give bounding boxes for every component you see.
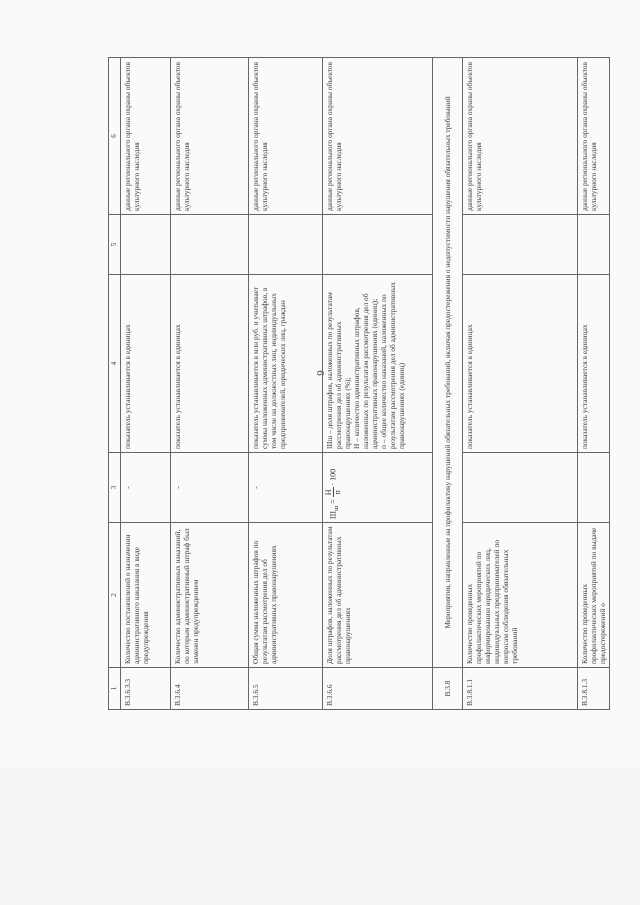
row-method: показатель устанавливается в единицах xyxy=(578,275,610,453)
row-code: В.3.8.1.1 xyxy=(463,668,578,710)
section-title: Мероприятия, направленные на профилактику нарушений обязательных требований, включая предостережения о недопустимости нарушения обязательных требований xyxy=(433,58,463,668)
row-source: данные регионального органа охраны объектов культурного наследия xyxy=(323,58,433,215)
row-method: показатель устанавливается в единицах xyxy=(171,275,249,453)
header-row xyxy=(109,58,121,710)
table-row xyxy=(578,58,610,710)
header-col-3: 3 xyxy=(109,453,121,523)
row-formula: $Ш_ш$ = Н п · 100 xyxy=(323,453,433,523)
table-row xyxy=(171,58,249,710)
row-source: данные регионального органа охраны объектов культурного наследия xyxy=(171,58,249,215)
section-code: В.3.8 xyxy=(433,668,463,710)
header-col-6: 6 xyxy=(109,58,121,215)
row-col5 xyxy=(578,215,610,275)
row-formula: - xyxy=(121,453,171,523)
rotated-table-area xyxy=(108,58,608,710)
formula-denominator: п xyxy=(333,490,342,495)
formula-multiplier: · 100 xyxy=(328,468,338,486)
formula-sub: ш xyxy=(332,505,340,511)
row-method: показатель устанавливается в единицах xyxy=(463,275,578,453)
row-col5 xyxy=(463,215,578,275)
row-name: Количество проведенных профилактических мероприятий по выдаче предостережений о xyxy=(578,523,610,668)
row-code: В.3.6.5 xyxy=(249,668,323,710)
row-source: данные регионального органа охраны объектов культурного наследия xyxy=(463,58,578,215)
row-formula: - xyxy=(249,453,323,523)
row-name: Доля штрафов, наложенных по результатам рассмотрения дел об административных правонарушениях xyxy=(323,523,433,668)
indicators-table xyxy=(108,57,610,710)
row-col5 xyxy=(323,215,433,275)
page-number: 6 xyxy=(314,370,326,376)
header-col-1: 1 xyxy=(109,668,121,710)
row-source: данные регионального органа охраны объектов культурного наследия xyxy=(249,58,323,215)
row-code: В.3.6.3.3 xyxy=(121,668,171,710)
row-method xyxy=(323,275,433,453)
method-line: Н – количество административных штрафов, наложенных по результатам рассмотрения дел об административных правонарушениях (единиц); xyxy=(352,293,380,449)
row-code: В.3.8.1.3 xyxy=(578,668,610,710)
section-row xyxy=(433,58,463,710)
method-line: п – общее количество наказаний, наложенных по результатам рассмотрения дел об административных правонарушениях (единиц) xyxy=(379,282,407,449)
row-source: данные регионального органа охраны объектов культурного наследия xyxy=(578,58,610,215)
row-name: Количество постановлений о назначении административного наказания в виде предупреждения xyxy=(121,523,171,668)
row-col5 xyxy=(249,215,323,275)
row-source: данные регионального органа охраны объектов культурного наследия xyxy=(121,58,171,215)
method-line: Шш – доля штрафов, наложенных по результатам рассмотрения дел об административных правонарушениях (%); xyxy=(325,292,353,449)
scan-margin xyxy=(0,768,640,905)
table-row xyxy=(249,58,323,710)
row-code: В.3.6.6 xyxy=(323,668,433,710)
table-wrapper xyxy=(108,58,608,710)
header-col-5: 5 xyxy=(109,215,121,275)
table-row xyxy=(463,58,578,710)
header-col-2: 2 xyxy=(109,523,121,668)
row-code: В.3.6.4 xyxy=(171,668,249,710)
row-formula: - xyxy=(171,453,249,523)
header-col-4: 4 xyxy=(109,275,121,453)
row-col5 xyxy=(171,215,249,275)
row-method: показатель устанавливается в млн руб. и учитывает суммы наложенных административных штрафов, в том числе на должностных лиц, индивидуальных предпринимателей, юридических лиц, граждан xyxy=(249,275,323,453)
row-name: Общая сумма наложенных штрафов по результатам рассмотрения дел об административных правонарушениях xyxy=(249,523,323,668)
row-col5 xyxy=(121,215,171,275)
row-method: показатель устанавливается в единицах xyxy=(121,275,171,453)
row-name: Количество административных наказаний, по которым административный штраф был заменен предупреждением xyxy=(171,523,249,668)
formula-fraction xyxy=(325,487,342,497)
table-row xyxy=(323,58,433,710)
formula-lhs: Ш xyxy=(328,510,338,519)
row-formula xyxy=(463,453,578,523)
formula-numerator: Н xyxy=(324,489,333,496)
row-formula xyxy=(578,453,610,523)
table-row xyxy=(121,58,171,710)
row-name: Количество проведенных профилактических мероприятий по информированию юридических лиц, индивидуальных предпринимателей по вопросам соблюдения обязательных требований xyxy=(463,523,578,668)
